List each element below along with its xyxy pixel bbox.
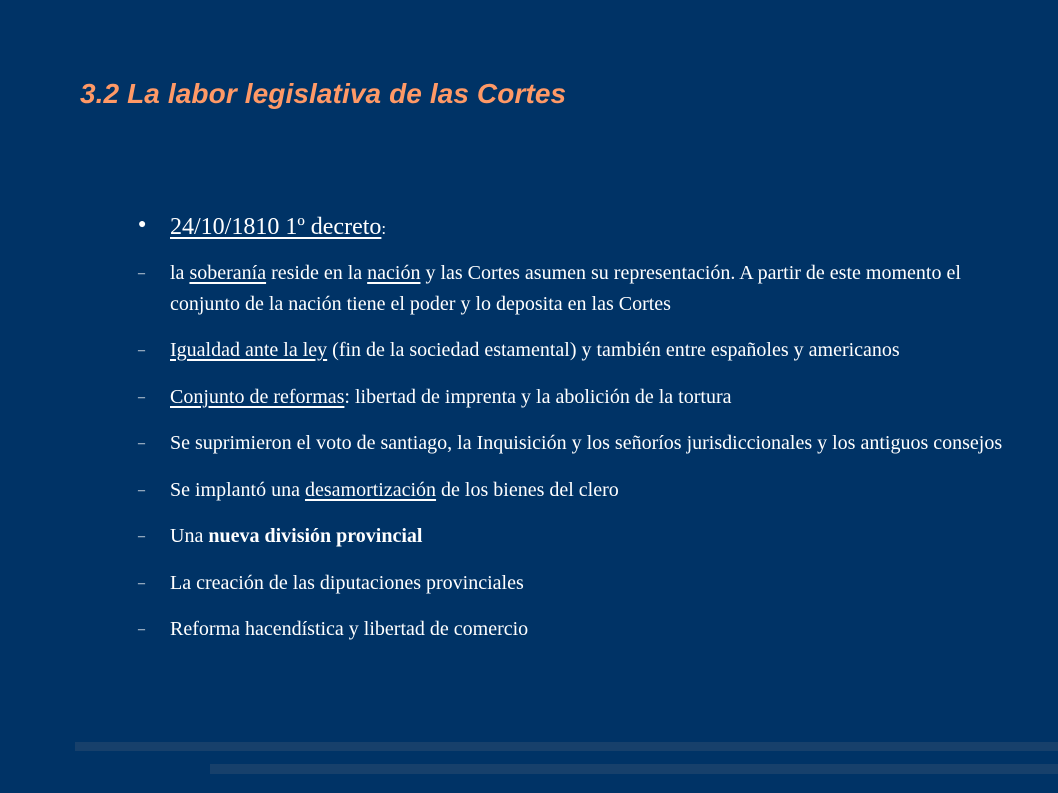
text-segment: La creación de las diputaciones provinciales [170,571,524,594]
list-item-text [170,382,1008,413]
text-segment: soberanía [189,262,267,284]
text-segment: nueva división provincial [208,525,423,547]
list-item [138,382,1008,413]
dash-bullet-icon: – [138,622,145,637]
list-item [138,521,1008,552]
text-segment: Se suprimieron el voto de santiago, la Inquisición y los señoríos jurisdiccionales y los antiguos consejos [170,432,1003,454]
dash-bullet-icon: – [138,575,145,591]
text-segment: nación [367,262,421,284]
decorative-bar-lower [210,764,1058,774]
dash-bullet-icon: – [138,266,145,281]
list-item [138,475,1008,506]
list-item-text [170,335,1008,366]
text-segment: Igualdad ante la ley [170,339,328,361]
dash-bullet-icon: – [138,482,145,498]
dash-bullet-icon: – [138,389,145,405]
list-item-text [170,428,1008,459]
main-bullet [138,212,386,244]
dash-bullet-icon: – [138,436,145,451]
dash-bullet-icon: – [138,529,145,544]
decree-heading-colon: : [381,219,387,238]
text-segment: Se implantó una [170,478,305,501]
list-item [138,568,1008,599]
list-item [138,258,1008,319]
text-segment: la [170,262,190,284]
list-item [138,428,1008,459]
dash-bullet-icon: – [138,343,145,358]
list-item-text [170,568,1008,599]
decorative-bar-upper [75,742,1058,751]
text-segment: (fin de la sociedad estamental) y también entre españoles y americanos [327,339,900,361]
text-segment: Reforma hacendística y libertad de comercio [170,618,529,640]
reform-list [138,258,1008,661]
list-item-text [170,614,1008,645]
text-segment: : libertad de imprenta y la abolición de la tortura [344,385,732,408]
text-segment: Una [170,525,209,547]
text-segment: desamortización [304,478,437,501]
text-segment: y las Cortes asumen su representación. A partir de este momento el conjunto de la nación tiene el poder y lo deposita en las Cortes [170,262,961,315]
list-item-text [170,475,1008,506]
list-item [138,335,1008,366]
list-item-text [170,521,1008,552]
list-item-text [170,258,1008,319]
slide-title: 3.2 La labor legislativa de las Cortes [80,78,567,109]
decree-date-heading: 24/10/1810 1º decreto [170,214,382,240]
text-segment: reside en la [266,262,368,284]
text-segment: de los bienes del clero [436,478,619,501]
list-item [138,614,1008,645]
text-segment: Conjunto de reformas [170,385,345,408]
bullet-dot-icon: ● [138,217,147,233]
